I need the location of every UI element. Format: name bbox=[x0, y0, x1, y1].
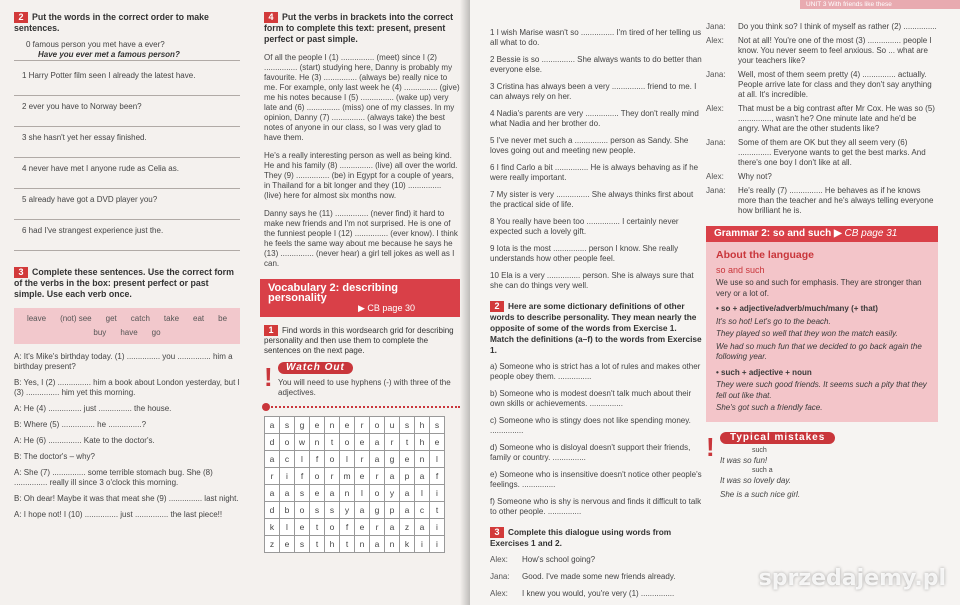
grid-cell[interactable]: p bbox=[385, 502, 400, 519]
list-item: 7 My sister is very ............... She always thinks first about the practical side of life. bbox=[490, 190, 694, 209]
left-page bbox=[0, 0, 470, 605]
speaker-name: Jana: bbox=[490, 572, 510, 581]
sentence-list bbox=[490, 28, 702, 291]
text-paragraph: Danny says he (11) ............... (never find) it hard to make new friends and I'm not surprised. He is one of the funniest people I (12) ............... (ever know). I think he feels the same way about me because he says he (13) ............... (never hear) a girl tell jokes as well as I can. bbox=[264, 209, 458, 268]
watermark-logo: sprzedajemy.pl bbox=[758, 566, 946, 591]
grid-cell[interactable]: a bbox=[265, 451, 280, 468]
grid-cell[interactable]: s bbox=[430, 417, 445, 434]
dialogue-line: B: Oh dear! Maybe it was that meat she (9) ............... last night. bbox=[14, 494, 239, 503]
exercise-2-instruction: Put the words in the correct order to make sentences. bbox=[14, 12, 209, 33]
vocabulary-page-ref bbox=[268, 303, 452, 313]
list-item: 3 Cristina has always been a very ............... friend to me. I can always rely on her. bbox=[490, 82, 697, 101]
list-item: 4 Nadia's parents are very ............... They don't really mind what Nadia and her brother do. bbox=[490, 109, 699, 128]
right-exercise-2-heading bbox=[490, 301, 702, 356]
example-answer: Have you ever met a famous person? bbox=[14, 50, 240, 61]
grid-cell[interactable]: d bbox=[265, 434, 280, 451]
right-page-right-column bbox=[706, 0, 938, 500]
exclamation-icon: ! bbox=[706, 431, 715, 462]
list-item: 1 Harry Potter film seen I already the latest have. bbox=[22, 71, 196, 80]
grid-cell[interactable]: a bbox=[400, 485, 415, 502]
grid-cell[interactable]: t bbox=[325, 434, 340, 451]
dialogue-line: A: He (6) ............... Kate to the doctor's. bbox=[14, 436, 155, 445]
divider bbox=[264, 406, 460, 408]
dialogue-line bbox=[490, 555, 702, 565]
grid-cell[interactable]: o bbox=[370, 417, 385, 434]
vocab-exercise-1 bbox=[264, 325, 460, 356]
grid-cell[interactable]: r bbox=[265, 468, 280, 485]
grammar-box bbox=[706, 242, 938, 422]
exercise-number-badge: 3 bbox=[490, 527, 504, 538]
grid-cell[interactable]: l bbox=[280, 519, 295, 536]
list-item: 9 Iota is the most ............... person I know. She really understands how other people feel. bbox=[490, 244, 679, 263]
grid-cell[interactable]: r bbox=[385, 434, 400, 451]
bullet-icon: • bbox=[716, 367, 722, 377]
speaker-name: Alex: bbox=[706, 36, 724, 45]
answer-line[interactable] bbox=[14, 126, 240, 127]
grid-cell[interactable]: z bbox=[265, 536, 280, 553]
grid-cell[interactable]: g bbox=[385, 451, 400, 468]
grid-cell[interactable]: e bbox=[340, 417, 355, 434]
grammar-rule bbox=[716, 368, 928, 379]
grid-cell[interactable]: u bbox=[385, 417, 400, 434]
grid-cell[interactable]: o bbox=[280, 434, 295, 451]
dialogue-text: Do you think so? I think of myself as rather (2) ............... bbox=[738, 22, 937, 31]
grammar-banner bbox=[706, 226, 938, 242]
rule-text: such + adjective + noun bbox=[721, 367, 812, 377]
bullet-icon bbox=[262, 403, 270, 411]
grammar-example: She's got such a friendly face. bbox=[716, 403, 823, 412]
grid-cell[interactable]: l bbox=[355, 485, 370, 502]
exclamation-icon: ! bbox=[264, 362, 273, 392]
grammar-intro: We use so and such for emphasis. They are stronger than very or a lot of. bbox=[716, 278, 922, 298]
dialogue-line bbox=[490, 572, 702, 582]
grid-cell[interactable]: e bbox=[430, 434, 445, 451]
left-page-right-column bbox=[264, 0, 460, 553]
grid-cell[interactable]: e bbox=[310, 485, 325, 502]
right-exercise-3-heading bbox=[490, 527, 702, 549]
grid-cell[interactable]: n bbox=[385, 536, 400, 553]
dialogue-1 bbox=[490, 555, 702, 599]
speaker-name: Alex: bbox=[490, 589, 508, 598]
grid-cell[interactable]: n bbox=[325, 417, 340, 434]
exercise-4-heading bbox=[264, 12, 460, 45]
grid-cell[interactable]: a bbox=[265, 417, 280, 434]
grid-cell[interactable]: k bbox=[400, 536, 415, 553]
grid-cell[interactable]: a bbox=[370, 434, 385, 451]
grammar-page-ref: CB page 31 bbox=[844, 228, 898, 239]
list-item: 10 Ela is a very ............... person. She is always sure that she can do things very well. bbox=[490, 271, 694, 290]
correction-text: such a bbox=[752, 466, 773, 474]
speaker-name: Jana: bbox=[706, 186, 726, 195]
grid-cell[interactable]: e bbox=[295, 519, 310, 536]
dialogue-text: Well, most of them seem pretty (4) ............... actually. People arrive late for class and they don't say anything at all. It's incredible. bbox=[738, 70, 932, 99]
grid-cell[interactable]: k bbox=[265, 519, 280, 536]
grid-cell[interactable]: d bbox=[265, 502, 280, 519]
triangle-right-icon: ▶ bbox=[358, 303, 368, 313]
answer-line[interactable] bbox=[14, 95, 240, 96]
grid-row bbox=[265, 485, 445, 502]
dialogue-2 bbox=[706, 22, 938, 216]
grid-cell[interactable]: l bbox=[430, 451, 445, 468]
grid-cell[interactable]: s bbox=[325, 502, 340, 519]
grid-row bbox=[265, 519, 445, 536]
vocab-exercise-1-instruction: Find words in this wordsearch grid for describing personality and then use them to complete the sentences on the next page. bbox=[264, 326, 454, 355]
dialogue-line: B: The doctor's – why? bbox=[14, 452, 95, 461]
watch-out-text: You will need to use hyphens (-) with three of the adjectives. bbox=[278, 378, 451, 397]
definition-list bbox=[490, 362, 702, 517]
list-item: f) Someone who is shy is nervous and finds it difficult to talk to other people. ............... bbox=[490, 497, 702, 516]
grid-cell[interactable]: i bbox=[430, 485, 445, 502]
dialogue-text: Why not? bbox=[738, 172, 772, 181]
grid-cell[interactable]: e bbox=[355, 468, 370, 485]
grid-row bbox=[265, 502, 445, 519]
grid-row bbox=[265, 451, 445, 468]
grid-cell[interactable]: a bbox=[400, 502, 415, 519]
grammar-section bbox=[706, 226, 938, 422]
list-item: 5 I've never met such a ............... person as Sandy. She loves going out and meeting new people. bbox=[490, 136, 689, 155]
grid-cell[interactable]: e bbox=[355, 434, 370, 451]
grid-cell[interactable]: f bbox=[310, 451, 325, 468]
mistake-example: She is a such nice girl. bbox=[720, 489, 801, 499]
grid-cell[interactable]: i bbox=[430, 519, 445, 536]
list-item: 2 Bessie is so ............... She always wants to do better than everyone else. bbox=[490, 55, 702, 74]
list-item: 6 I find Carlo a bit ............... He is always behaving as if he were really important. bbox=[490, 163, 699, 182]
grid-row bbox=[265, 417, 445, 434]
grid-cell[interactable]: a bbox=[280, 485, 295, 502]
grid-cell[interactable]: i bbox=[280, 468, 295, 485]
list-item: 5 already have got a DVD player you? bbox=[22, 195, 158, 204]
grid-cell[interactable]: a bbox=[325, 485, 340, 502]
grid-cell[interactable]: f bbox=[340, 519, 355, 536]
speaker-name: Jana: bbox=[706, 138, 726, 147]
dialogue-text: Not at all! You're one of the most (3) ............... people I know. You never seem to feel anxious. So ... what are your teachers like? bbox=[738, 36, 932, 65]
list-item: c) Someone who is stingy does not like spending money. ............... bbox=[490, 416, 691, 435]
dialogue-line bbox=[490, 589, 702, 599]
grid-cell[interactable]: g bbox=[370, 502, 385, 519]
grid-cell[interactable]: a bbox=[370, 536, 385, 553]
grid-cell[interactable]: o bbox=[370, 485, 385, 502]
verb-word-list bbox=[22, 314, 232, 338]
grid-cell[interactable]: o bbox=[295, 502, 310, 519]
text-paragraph: He's a really interesting person as well as being kind. He and his family (8) ............... (live) all over the world. They (9) ............... (be) in Egypt for a couple of years, in Thailand for a bit longer and they (10) ............... (live) here for almost six months now. bbox=[264, 151, 458, 200]
exercise-number-badge: 2 bbox=[490, 301, 504, 312]
grid-row bbox=[265, 434, 445, 451]
text-paragraph: Of all the people I (1) ............... (meet) since I (2) ............... (start) studying here, Danny is probably my favourite. He (3) ............... (always be) really nice to me. For example, only last week he (4) ............... (give) me his notes because I (5) ............... (wake up) very late and (6) ............... (miss) one of my classes. In my opinion, Danny (7) ............... (always take) the best notes of anyone in our class, so I was very glad to have them. bbox=[264, 53, 460, 142]
mistake-example: It was so fun! bbox=[720, 455, 768, 465]
grid-cell[interactable]: f bbox=[295, 468, 310, 485]
speaker-name: Alex: bbox=[490, 555, 508, 564]
grid-cell[interactable]: n bbox=[355, 536, 370, 553]
dialogue-line bbox=[706, 36, 938, 66]
exercise-2-heading bbox=[14, 12, 240, 34]
answer-line[interactable] bbox=[14, 188, 240, 189]
list-item: 4 never have met I anyone rude as Celia as. bbox=[22, 164, 179, 173]
list-item: 8 You really have been too ............... I certainly never expected such a lovely gift. bbox=[490, 217, 679, 236]
grid-cell[interactable]: r bbox=[370, 468, 385, 485]
exercise-3-heading bbox=[14, 267, 240, 300]
grid-cell[interactable]: a bbox=[385, 468, 400, 485]
list-item: a) Someone who is strict has a lot of rules and makes other people obey them. ............... bbox=[490, 362, 701, 381]
typical-mistakes-label: Typical mistakes bbox=[720, 432, 835, 444]
watch-out-label: Watch Out bbox=[278, 362, 353, 374]
dialogue-line: A: He (4) ............... just ............... the house. bbox=[14, 404, 172, 413]
grid-cell[interactable]: a bbox=[385, 519, 400, 536]
grid-cell[interactable]: m bbox=[340, 468, 355, 485]
grammar-title: Grammar 2: so and such bbox=[714, 228, 832, 239]
vocabulary-banner bbox=[260, 279, 460, 317]
grid-cell[interactable]: y bbox=[340, 502, 355, 519]
vocabulary-ref-text: CB page 30 bbox=[367, 303, 415, 313]
dialogue-line bbox=[706, 104, 938, 134]
verb-word: get bbox=[105, 314, 117, 323]
grid-cell[interactable]: s bbox=[310, 502, 325, 519]
grid-cell[interactable]: a bbox=[355, 502, 370, 519]
grid-cell[interactable]: h bbox=[325, 536, 340, 553]
grid-cell[interactable]: p bbox=[400, 468, 415, 485]
grammar-example: We had so much fun that we decided to go back again the following year. bbox=[716, 341, 922, 361]
watch-out-box bbox=[264, 362, 460, 398]
mistake-example: It was so lovely day. bbox=[720, 475, 791, 485]
list-item: b) Someone who is modest doesn't talk much about their own skills or achievements. ............... bbox=[490, 389, 692, 408]
right-exercise-2-instruction: Here are some dictionary definitions of other words to describe personality. They mean nearly the opposite of some of the words from Exercise 1. Match the definitions (a–f) to the words from Exercise 1. bbox=[490, 301, 702, 355]
dialogue-line: A: She (7) ............... some terrible stomach bug. She (8) ............... really ill since 3 o'clock this morning. bbox=[14, 468, 213, 487]
dialogue-line bbox=[706, 172, 938, 182]
verb-word: have bbox=[120, 328, 138, 337]
grid-cell[interactable]: f bbox=[430, 468, 445, 485]
rule-text: so + adjective/adverb/much/many (+ that) bbox=[721, 304, 878, 313]
grid-cell[interactable]: z bbox=[400, 519, 415, 536]
typical-mistakes-content bbox=[720, 432, 938, 500]
verb-box bbox=[14, 308, 240, 344]
verb-word: catch bbox=[130, 314, 150, 323]
right-exercise-3-instruction: Complete this dialogue using words from Exercises 1 and 2. bbox=[490, 527, 672, 548]
about-heading: About the language bbox=[716, 249, 814, 261]
grid-cell[interactable]: y bbox=[385, 485, 400, 502]
right-page-left-column bbox=[490, 0, 702, 601]
grid-cell[interactable]: t bbox=[340, 536, 355, 553]
grid-cell[interactable]: h bbox=[415, 434, 430, 451]
speaker-name: Jana: bbox=[706, 70, 726, 79]
grammar-example: It's so hot! Let's go to the beach. bbox=[716, 316, 831, 326]
verb-word: be bbox=[218, 314, 228, 323]
grid-cell[interactable]: o bbox=[340, 434, 355, 451]
grid-cell[interactable]: c bbox=[415, 502, 430, 519]
grid-cell[interactable]: s bbox=[295, 485, 310, 502]
grid-cell[interactable]: g bbox=[295, 417, 310, 434]
grid-cell[interactable]: a bbox=[415, 468, 430, 485]
exercise-3-instruction: Complete these sentences. Use the correct form of the verbs in the box: present perfect or past simple. Use each verb once. bbox=[14, 267, 234, 299]
exercise-number-badge: 2 bbox=[14, 12, 28, 23]
triangle-right-icon: ▶ bbox=[834, 228, 845, 239]
exercise-4-instruction: Put the verbs in brackets into the correct form to complete this text: present, present perfect or past simple. bbox=[264, 12, 454, 44]
dialogue-line bbox=[706, 138, 938, 168]
grid-cell[interactable]: l bbox=[415, 485, 430, 502]
list-item: d) Someone who is disloyal doesn't support their friends, family or country. ............... bbox=[490, 443, 691, 462]
grid-cell[interactable]: t bbox=[400, 434, 415, 451]
verb-word: leave bbox=[26, 314, 47, 323]
speaker-name: Alex: bbox=[706, 172, 724, 181]
grid-cell[interactable]: n bbox=[415, 451, 430, 468]
grid-cell[interactable]: b bbox=[280, 502, 295, 519]
exercise-number-badge: 4 bbox=[264, 12, 278, 23]
dialogue-line: A: I hope not! I (10) ............... just ............... the last piece!! bbox=[14, 510, 223, 519]
dialogue-line: B: Yes, I (2) ............... him a book about London yesterday, but I (3) ............... him yet this morning. bbox=[14, 378, 240, 397]
exercise-3-dialogue bbox=[14, 352, 240, 520]
list-item: e) Someone who is insensitive doesn't notice other people's feelings. ............... bbox=[490, 470, 702, 489]
grid-cell[interactable]: s bbox=[280, 417, 295, 434]
dialogue-text: Some of them are OK but they all seem very (6) ............... Everyone wants to get the best marks. And there's one boy I don't like at all. bbox=[738, 138, 926, 167]
vocabulary-title: Vocabulary 2: describing personality bbox=[268, 282, 399, 304]
dialogue-line: A: It's Mike's birthday today. (1) ............... you ............... him a birthday present? bbox=[14, 352, 233, 371]
verb-word: take bbox=[163, 314, 180, 323]
typical-mistakes-box bbox=[706, 432, 938, 500]
bullet-icon: • bbox=[716, 304, 722, 313]
speaker-name: Alex: bbox=[706, 104, 724, 113]
grid-cell[interactable]: a bbox=[415, 519, 430, 536]
grid-cell[interactable]: t bbox=[310, 519, 325, 536]
list-item: 1 I wish Marise wasn't so ............... I'm tired of her telling us all what to do. bbox=[490, 28, 702, 47]
grid-cell[interactable]: c bbox=[280, 451, 295, 468]
grid-cell[interactable]: e bbox=[310, 417, 325, 434]
verb-word: buy bbox=[93, 328, 107, 337]
running-header: UNIT 3 With friends like these bbox=[800, 0, 960, 9]
grid-cell[interactable]: i bbox=[430, 536, 445, 553]
dialogue-line: B: Where (5) ............... he ...............? bbox=[14, 420, 147, 429]
speaker-name: Jana: bbox=[706, 22, 726, 31]
verb-word: (not) see bbox=[60, 314, 92, 323]
grid-cell[interactable]: o bbox=[310, 468, 325, 485]
dialogue-line bbox=[706, 22, 938, 32]
list-item: 6 had I've strangest experience just the. bbox=[22, 226, 164, 235]
grid-cell[interactable]: l bbox=[295, 451, 310, 468]
grid-cell[interactable]: o bbox=[325, 519, 340, 536]
wordsearch-grid[interactable] bbox=[264, 416, 445, 553]
grid-cell[interactable]: r bbox=[355, 451, 370, 468]
grid-cell[interactable]: r bbox=[355, 417, 370, 434]
verb-word: go bbox=[151, 328, 161, 337]
answer-line[interactable] bbox=[14, 219, 240, 220]
grid-cell[interactable]: s bbox=[295, 536, 310, 553]
exercise-2-items bbox=[14, 71, 240, 251]
list-item: 2 ever you have to Norway been? bbox=[22, 102, 142, 111]
grid-cell[interactable]: n bbox=[340, 485, 355, 502]
grid-cell[interactable]: i bbox=[415, 536, 430, 553]
dialogue-text: He's really (7) ............... He behaves as if he knows more than the teacher and he's always telling everyone how brilliant he is. bbox=[738, 186, 934, 215]
answer-line[interactable] bbox=[14, 157, 240, 158]
grid-cell[interactable]: l bbox=[340, 451, 355, 468]
grid-cell[interactable]: t bbox=[430, 502, 445, 519]
grid-cell[interactable]: a bbox=[370, 451, 385, 468]
watch-out-content bbox=[278, 362, 460, 398]
dialogue-text: How's school going? bbox=[522, 555, 596, 564]
grid-row bbox=[265, 468, 445, 485]
correction-text: such bbox=[752, 446, 767, 454]
example-question: 0 famous person you met have a ever? bbox=[26, 40, 165, 49]
right-page bbox=[470, 0, 960, 605]
grid-cell[interactable]: e bbox=[280, 536, 295, 553]
grid-cell[interactable]: s bbox=[400, 417, 415, 434]
grid-cell[interactable]: n bbox=[310, 434, 325, 451]
left-column bbox=[14, 0, 240, 520]
dialogue-text: Good. I've made some new friends already. bbox=[522, 572, 676, 581]
list-item: 3 she hasn't yet her essay finished. bbox=[22, 133, 147, 142]
dialogue-text: That must be a big contrast after Mr Cox. He was so (5) ..............., wasn't he? One minute late and he'd be angry. What are the other students like? bbox=[738, 104, 935, 133]
grid-cell[interactable]: e bbox=[355, 519, 370, 536]
grid-cell[interactable]: r bbox=[370, 519, 385, 536]
grammar-example: They played so well that they won the match easily. bbox=[716, 329, 898, 338]
grid-cell[interactable]: a bbox=[265, 485, 280, 502]
dialogue-line bbox=[706, 70, 938, 100]
answer-line[interactable] bbox=[14, 250, 240, 251]
dialogue-line bbox=[706, 186, 938, 216]
grid-cell[interactable]: r bbox=[325, 468, 340, 485]
grid-cell[interactable]: t bbox=[310, 536, 325, 553]
dialogue-text: I knew you would, you're very (1) ............... bbox=[522, 589, 675, 598]
about-subheading: so and such bbox=[716, 264, 765, 275]
grid-cell[interactable]: h bbox=[415, 417, 430, 434]
grid-cell[interactable]: e bbox=[400, 451, 415, 468]
exercise-number-badge: 1 bbox=[264, 325, 278, 336]
grid-cell[interactable]: w bbox=[295, 434, 310, 451]
exercise-number-badge: 3 bbox=[14, 267, 28, 278]
verb-word: eat bbox=[193, 314, 205, 323]
grammar-example: They were such good friends. It seems such a pity that they fell out like that. bbox=[716, 380, 927, 400]
grid-cell[interactable]: o bbox=[325, 451, 340, 468]
grid-row bbox=[265, 536, 445, 553]
grammar-rule bbox=[716, 304, 928, 315]
